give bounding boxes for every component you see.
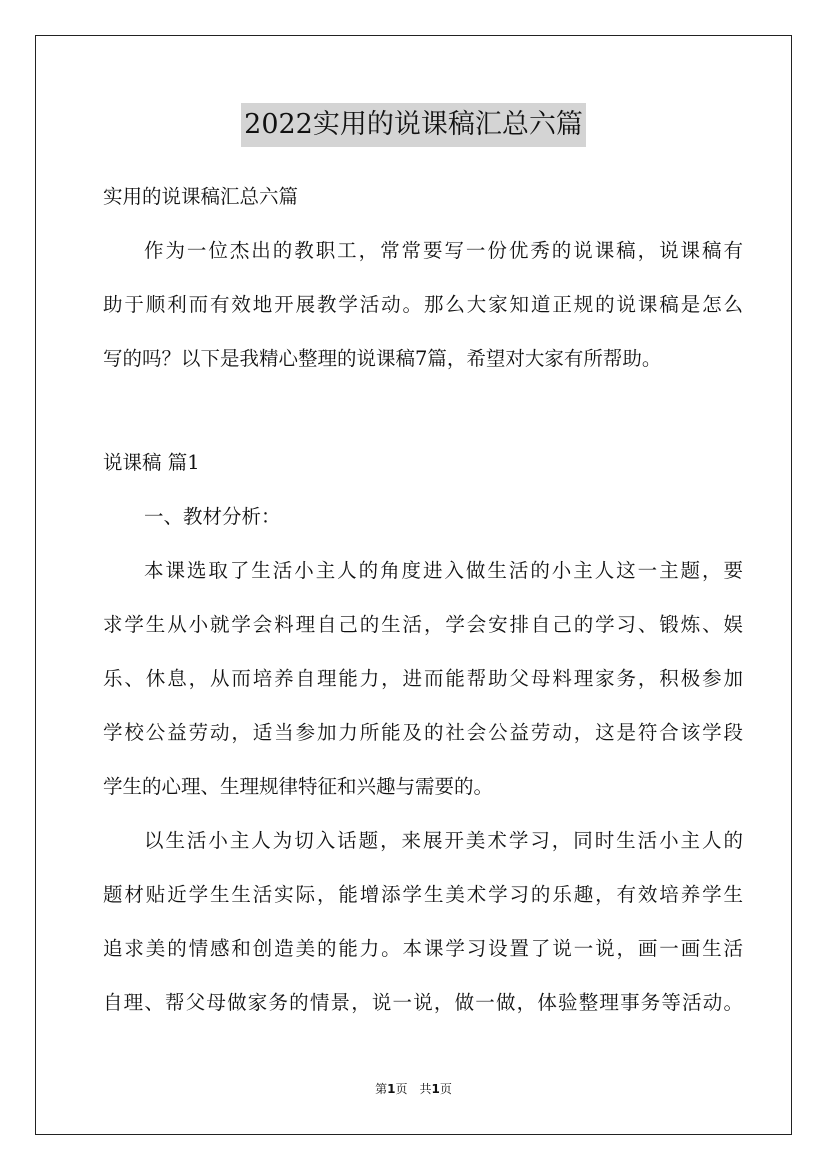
sub-heading: 一、教材分析： <box>144 505 281 528</box>
intro-line: 作为一位杰出的教职工，常常要写一份优秀的说课稿，说课稿有 <box>144 239 743 262</box>
intro-line: 写的吗？以下是我精心整理的说课稿7篇，希望对大家有所帮助。 <box>103 347 662 370</box>
page-suffix: 页 <box>395 1082 408 1096</box>
paragraph-line: 本课选取了生活小主人的角度进入做生活的小主人这一主题，要 <box>144 559 743 582</box>
total-suffix: 页 <box>439 1082 452 1096</box>
paragraph-line: 自理、帮父母做家务的情景，说一说，做一做，体验整理事务等活动。 <box>103 991 743 1014</box>
document-title-text: 2022实用的说课稿汇总六篇 <box>241 103 586 147</box>
paragraph-line: 以生活小主人为切入话题，来展开美术学习，同时生活小主人的 <box>144 829 743 852</box>
paragraph-line: 求学生从小就学会料理自己的生活，学会安排自己的学习、锻炼、娱 <box>103 613 743 636</box>
intro-line: 助于顺利而有效地开展教学活动。那么大家知道正规的说课稿是怎么 <box>103 293 743 316</box>
page-total: 1 <box>431 1082 440 1096</box>
paragraph-line: 学校公益劳动，适当参加力所能及的社会公益劳动，这是符合该学段 <box>103 721 743 744</box>
section-heading: 说课稿 篇1 <box>103 451 200 474</box>
total-prefix: 共 <box>419 1082 432 1096</box>
paragraph-line: 乐、休息，从而培养自理能力，进而能帮助父母料理家务，积极参加 <box>103 667 743 690</box>
paragraph-line: 学生的心理、生理规律特征和兴趣与需要的。 <box>103 775 494 798</box>
page-footer <box>0 1080 827 1098</box>
spacer <box>103 386 743 436</box>
paragraph-line: 题材贴近学生生活实际，能增添学生美术学习的乐趣，有效培养学生 <box>103 883 743 906</box>
document-subtitle: 实用的说课稿汇总六篇 <box>103 185 299 208</box>
paragraph-line: 追求美的情感和创造美的能力。本课学习设置了说一说，画一画生活 <box>103 937 743 960</box>
document-body <box>103 170 743 1030</box>
page-prefix: 第 <box>375 1082 388 1096</box>
page-number: 1 <box>387 1082 396 1096</box>
document-title <box>0 100 827 147</box>
